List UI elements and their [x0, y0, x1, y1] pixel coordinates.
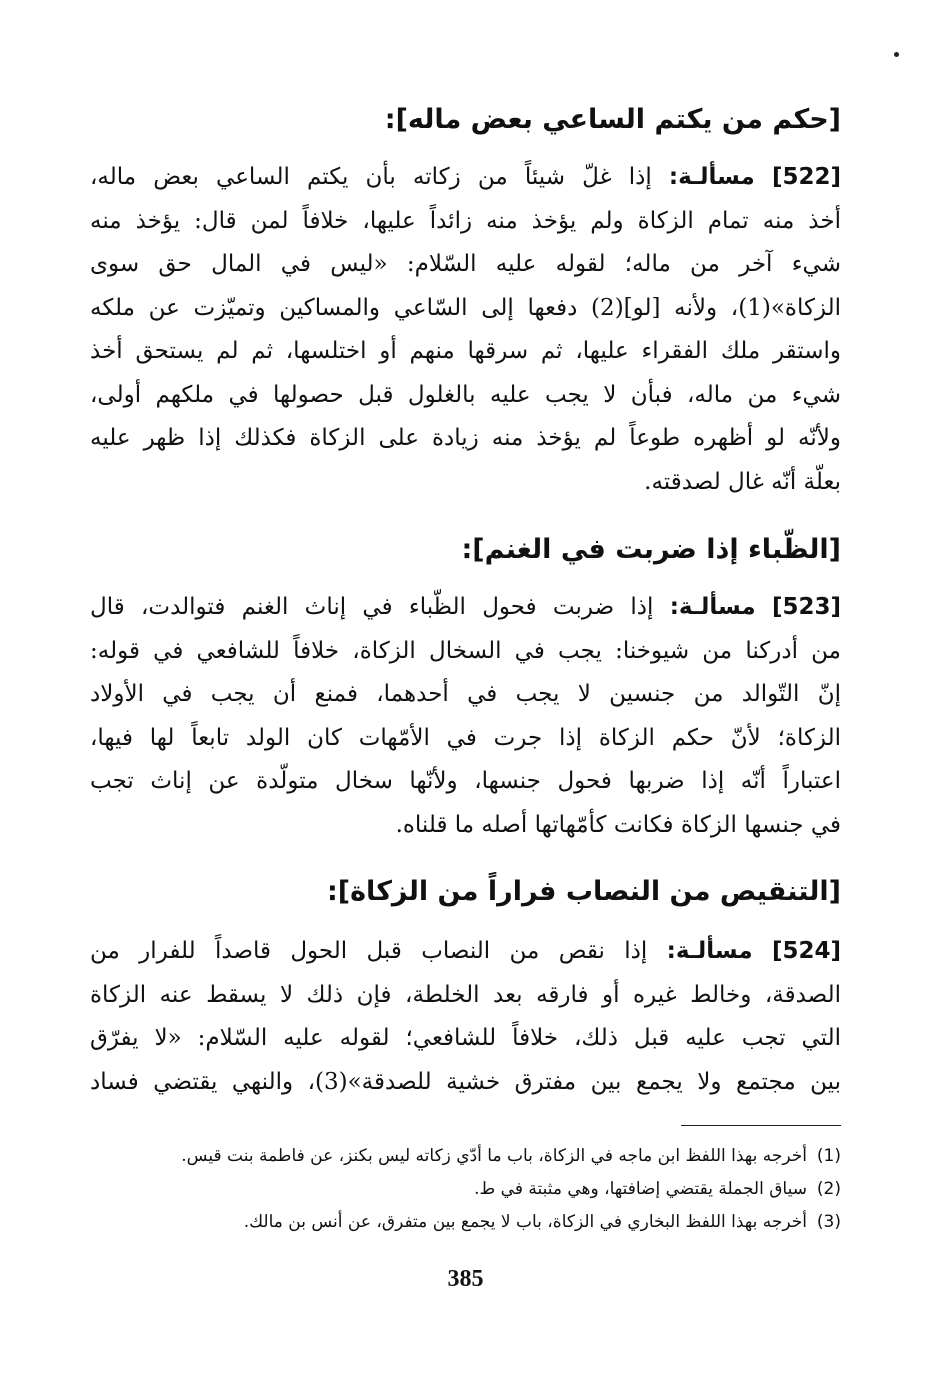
para-line: [523] مسألـة: إذا ضربت فحول الظّباء في إناث الغنم فتوالدت، قال: [90, 594, 841, 620]
para-line: شيء من ماله، فبأن لا يجب عليه بالغلول قبل حصولها في ملكهم أولى،: [90, 381, 841, 408]
footnote-text: سياق الجملة يقتضي إضافتها، وهي مثبتة في ط.: [474, 1179, 807, 1199]
page-mark: [894, 52, 899, 57]
para-line: أخذ منه تمام الزكاة ولم يؤخذ منه زائداً عليها، خلافاً لمن قال: يؤخذ منه: [90, 207, 841, 234]
para-line: بين مجتمع ولا يجمع بين مفترق خشية للصدقة»(3)، والنهي يقتضي فساد: [90, 1068, 841, 1095]
para-line: إنّ التّوالد من جنسين لا يجب في أحدهما، فمنع أن يجب في الأولاد: [90, 681, 841, 707]
para-line: الصدقة، وخالط غيره أو فارقه بعد الخلطة، فإن ذلك لا يسقط عنه الزكاة: [90, 981, 841, 1008]
para-line: في جنسها الزكاة فكانت كأمّهاتها أصله ما قلناه.: [395, 811, 841, 838]
issue-number: [522]: [771, 164, 841, 190]
footnote-number: (1): [816, 1146, 841, 1166]
footnote-number: (2): [816, 1179, 841, 1199]
footnote-item: [90, 1173, 841, 1206]
para-line: بعلّة أنّه غال لصدقته.: [644, 468, 841, 495]
paragraph-524: [90, 930, 841, 1104]
para-line: واستقر ملك الفقراء عليها، ثم سرقها منهم أو اختلسها، ثم لم يستحق أخذ: [90, 338, 841, 364]
section-heading-522: [حكم من يكتم الساعي بعض ماله]:: [384, 104, 841, 135]
footnotes: [90, 1140, 841, 1239]
footnote-number: (3): [816, 1212, 841, 1232]
para-line: شيء آخر من ماله؛ لقوله عليه السّلام: «ليس في المال حق سوى: [90, 251, 841, 277]
issue-keyword: مسألـة:: [668, 164, 755, 190]
section-heading-524: [التنقيص من النصاب فراراً من الزكاة]:: [326, 876, 841, 907]
footnote-item: [90, 1140, 841, 1173]
para-line: الزكاة»(1)، ولأنه [لو](2) دفعها إلى السّاعي والمساكين وتميّزت عن ملكه: [90, 294, 841, 321]
para-line: الزكاة؛ لأنّ حكم الزكاة إذا جرت في الأمّهات كان الولد تابعاً لها فيها،: [90, 724, 841, 751]
footnote-divider: [681, 1125, 841, 1126]
paragraph-523: [90, 586, 841, 847]
footnote-text: أخرجه بهذا اللفظ ابن ماجه في الزكاة، باب ما أدّي زكاته ليس بكنز، عن فاطمة بنت قيس.: [181, 1146, 807, 1166]
paragraph-522: [90, 156, 841, 504]
issue-number: [523]: [771, 594, 841, 620]
para-line: من أدركنا من شيوخنا: يجب في السخال الزكاة، خلافاً للشافعي في قوله:: [90, 637, 841, 664]
issue-keyword: مسألـة:: [669, 594, 756, 620]
section-heading-523: [الظّباء إذا ضربت في الغنم]:: [461, 534, 841, 565]
para-line: التي تجب عليه قبل ذلك، خلافاً للشافعي؛ لقوله عليه السّلام: «لا يفرّق: [90, 1025, 841, 1051]
para-line: ولأنّه لو أظهره طوعاً لم يؤخذ منه زيادة على الزكاة فكذلك إذا ظهر عليه: [90, 425, 841, 451]
book-page: [90, 0, 841, 1388]
issue-number: [524]: [771, 938, 841, 964]
issue-keyword: مسألـة:: [666, 938, 753, 964]
para-line: اعتباراً أنّه إذا ضربها فحول جنسها، ولأنّها سخال متولّدة عن إناث تجب: [90, 768, 841, 794]
footnote-text: أخرجه بهذا اللفظ البخاري في الزكاة، باب لا يجمع بين متفرق، عن أنس بن مالك.: [243, 1212, 807, 1232]
page-number: 385: [447, 1266, 484, 1292]
para-line: [524] مسألـة: إذا نقص من النصاب قبل الحول قاصداً للفرار من: [90, 938, 841, 964]
footnote-item: [90, 1206, 841, 1239]
para-line: [522] مسألـة: إذا غلّ شيئاً من زكاته بأن يكتم الساعي بعض ماله،: [90, 164, 841, 190]
